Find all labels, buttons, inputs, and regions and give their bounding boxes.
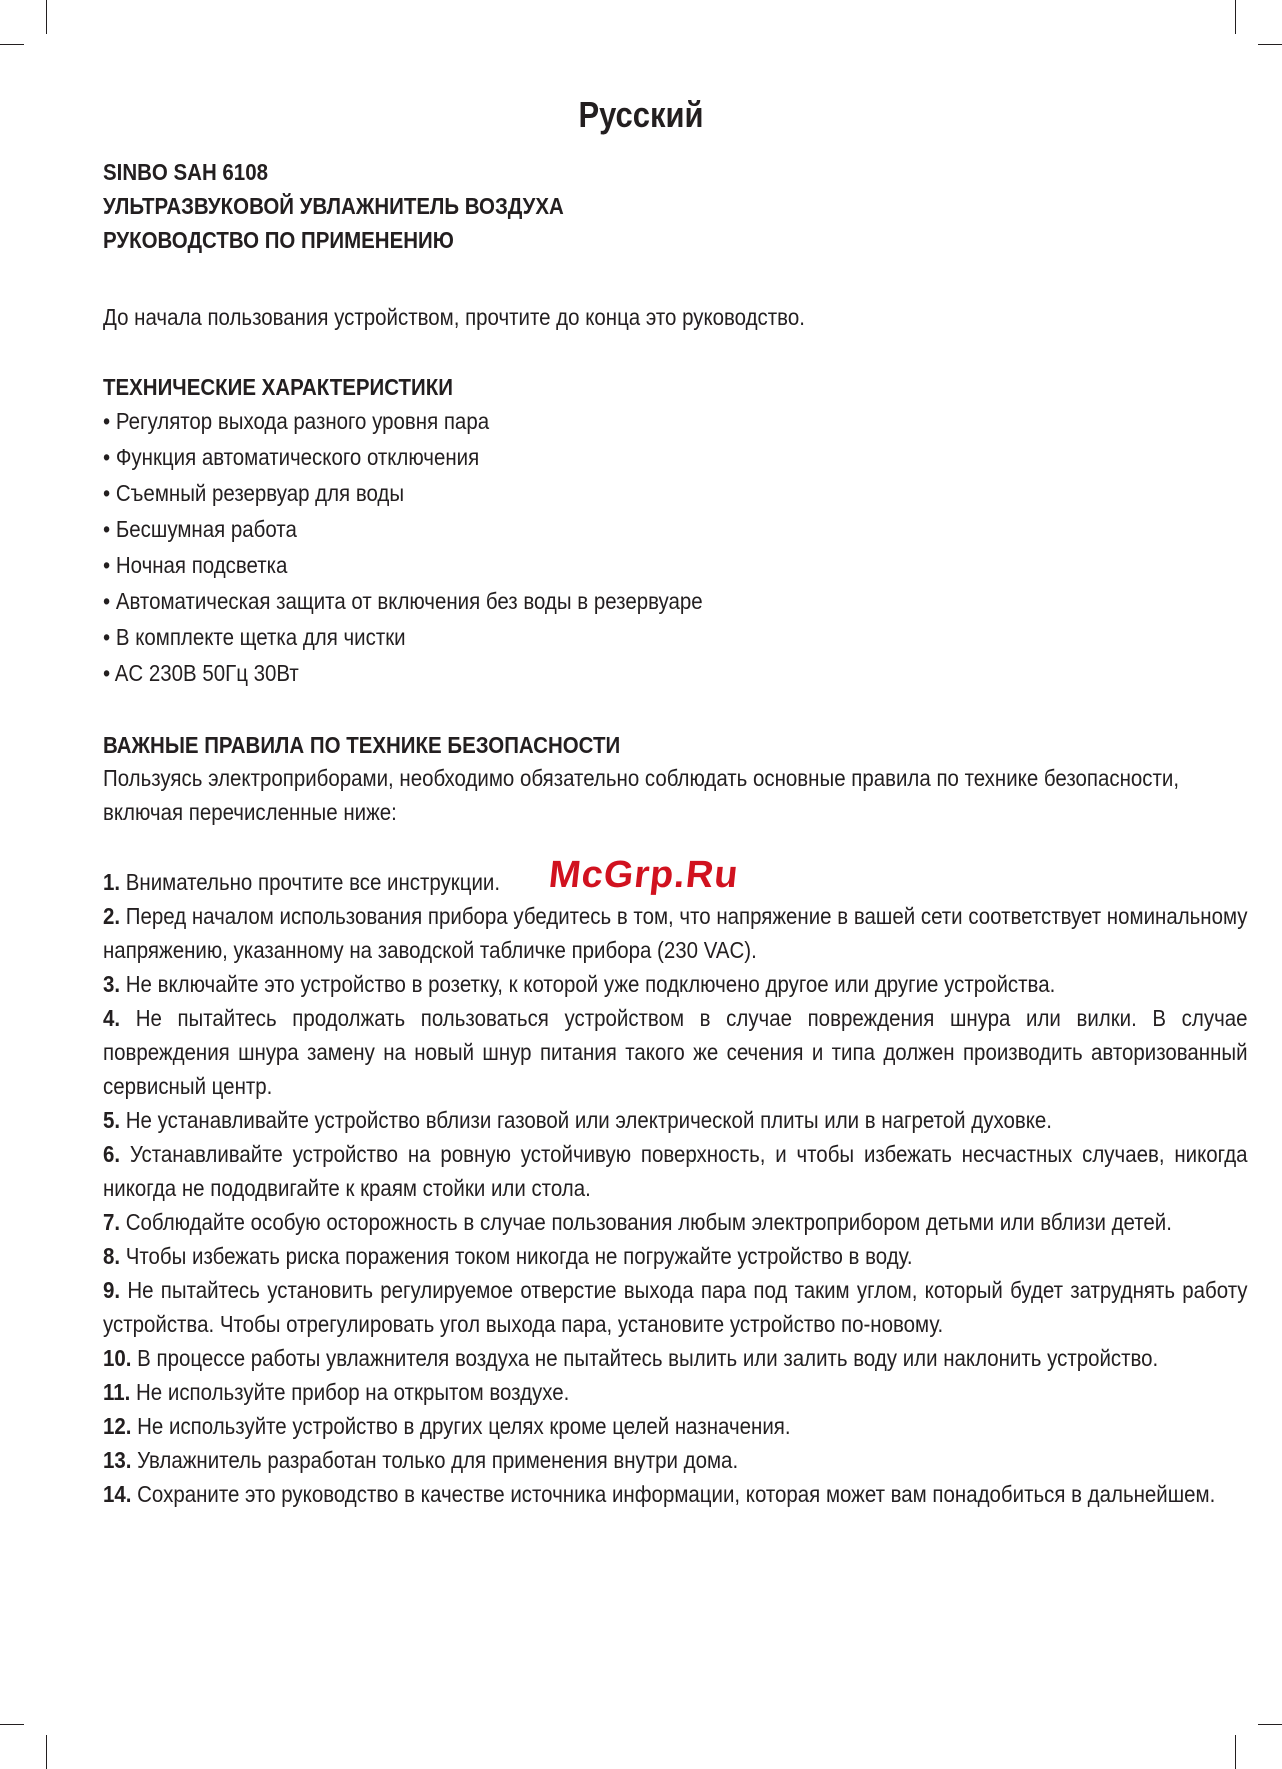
rule-number: 3.: [103, 971, 121, 997]
safety-rule: [103, 1103, 1248, 1137]
safety-rule: [103, 1137, 1248, 1205]
crop-mark-top-right: [1235, 0, 1236, 34]
doc-type-heading: РУКОВОДСТВО ПО ПРИМЕНЕНИЮ: [103, 227, 454, 253]
safety-title: ВАЖНЫЕ ПРАВИЛА ПО ТЕХНИКЕ БЕЗОПАСНОСТИ: [103, 732, 621, 758]
crop-mark-top-left-h: [0, 44, 24, 45]
rule-number: 4.: [103, 1005, 121, 1031]
model-heading: SINBO SAH 6108: [103, 159, 268, 185]
spec-item: • В комплекте щетка для чистки: [103, 624, 406, 650]
rule-text: Устанавливайте устройство на ровную устойчивую поверхность, и чтобы избежать несчастных случаев, никогда никогда не пододвигайте к краям стойки или стола.: [103, 1141, 1248, 1201]
rule-text: Внимательно прочтите все инструкции.: [120, 869, 501, 895]
rule-number: 13.: [103, 1447, 132, 1473]
spec-item: • Регулятор выхода разного уровня пара: [103, 408, 490, 434]
rule-text: Не используйте устройство в других целях кроме целей назначения.: [131, 1413, 791, 1439]
safety-rule: [103, 967, 1248, 1001]
safety-rule: [103, 1205, 1248, 1239]
spec-item: • Бесшумная работа: [103, 516, 297, 542]
rule-number: 1.: [103, 869, 121, 895]
crop-mark-bottom-left-h: [0, 1724, 24, 1725]
safety-rule: [103, 1341, 1248, 1375]
rule-number: 9.: [103, 1277, 121, 1303]
rule-number: 12.: [103, 1413, 132, 1439]
safety-rule: [103, 1443, 1248, 1477]
crop-mark-top-left: [46, 0, 47, 34]
crop-mark-bottom-right-h: [1258, 1724, 1282, 1725]
spec-item: • Ночная подсветка: [103, 552, 288, 578]
rule-number: 5.: [103, 1107, 121, 1133]
rule-number: 7.: [103, 1209, 121, 1235]
rule-number: 6.: [103, 1141, 121, 1167]
rule-number: 2.: [103, 903, 121, 929]
safety-rule: [103, 1273, 1248, 1341]
rule-text: Не пытайтесь продолжать пользоваться устройством в случае повреждения шнура или вилки. В случае повреждения шнура замену на новый шнур питания такого же сечения и типа должен производить авторизованный сервисный центр.: [103, 1005, 1248, 1099]
rule-text: Не включайте это устройство в розетку, к которой уже подключено другое или другие устройства.: [120, 971, 1056, 997]
rule-number: 14.: [103, 1481, 132, 1507]
crop-mark-top-right-h: [1258, 44, 1282, 45]
rule-text: Соблюдайте особую осторожность в случае пользования любым электроприбором детьми или вблизи детей.: [120, 1209, 1172, 1235]
safety-rule: [103, 1001, 1248, 1103]
rule-text: В процессе работы увлажнителя воздуха не пытайтесь вылить или залить воду или наклонить устройство.: [131, 1345, 1159, 1371]
safety-rules-list: [103, 865, 1248, 1511]
spec-item: • Автоматическая защита от включения без воды в резервуаре: [103, 588, 703, 614]
crop-mark-bottom-right: [1235, 1735, 1236, 1769]
rule-text: Увлажнитель разработан только для применения внутри дома.: [131, 1447, 739, 1473]
rule-text: Не устанавливайте устройство вблизи газовой или электрической плиты или в нагретой духовке.: [120, 1107, 1052, 1133]
rule-text: Не используйте прибор на открытом воздухе.: [130, 1379, 570, 1405]
rule-text: Сохраните это руководство в качестве источника информации, которая может вам понадобиться в дальнейшем.: [131, 1481, 1216, 1507]
safety-rule: [103, 1409, 1248, 1443]
document-body: [103, 155, 1248, 1511]
safety-intro: Пользуясь электроприборами, необходимо обязательно соблюдать основные правила по технике безопасности, включая перечисленные ниже:: [103, 765, 1180, 825]
safety-rule: [103, 899, 1248, 967]
spec-item: • Съемный резервуар для воды: [103, 480, 405, 506]
safety-rule: [103, 1477, 1248, 1511]
rule-number: 8.: [103, 1243, 121, 1269]
rule-number: 11.: [103, 1379, 131, 1405]
safety-rule: [103, 1375, 1248, 1409]
crop-mark-bottom-left: [46, 1735, 47, 1769]
spec-item: • AC 230В 50Гц 30Вт: [103, 660, 299, 686]
page-title: Русский: [578, 94, 704, 135]
spec-item: • Функция автоматического отключения: [103, 444, 480, 470]
rule-text: Не пытайтесь установить регулируемое отверстие выхода пара под таким углом, который будет затруднять работу устройства. Чтобы отрегулировать угол выхода пара, установите устройство по-новому.: [103, 1277, 1248, 1337]
intro-text: До начала пользования устройством, прочтите до конца это руководство.: [103, 304, 805, 330]
rule-text: Перед началом использования прибора убедитесь в том, что напряжение в вашей сети соответствует номинальному напряжению, указанному на заводской табличке прибора (230 VAC).: [103, 903, 1248, 963]
rule-text: Чтобы избежать риска поражения током никогда не погружайте устройство в воду.: [120, 1243, 913, 1269]
watermark-logo: McGrp.Ru: [546, 854, 741, 896]
safety-rule: [103, 1239, 1248, 1273]
specs-title: ТЕХНИЧЕСКИЕ ХАРАКТЕРИСТИКИ: [103, 374, 453, 400]
rule-number: 10.: [103, 1345, 132, 1371]
specs-list: [103, 403, 1248, 691]
product-heading: УЛЬТРАЗВУКОВОЙ УВЛАЖНИТЕЛЬ ВОЗДУХА: [103, 193, 564, 219]
